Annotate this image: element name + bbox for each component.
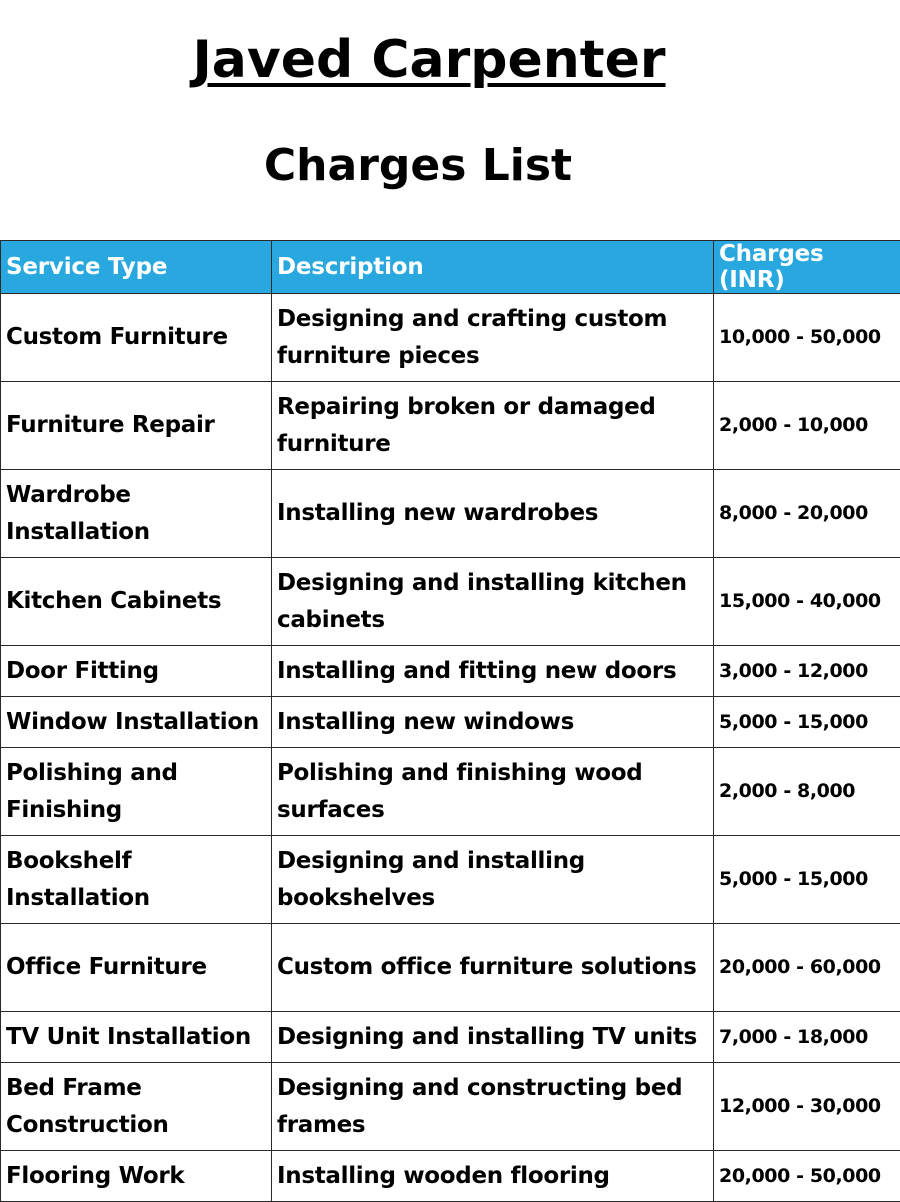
description-cell: Installing wooden flooring: [272, 1151, 714, 1202]
header-description: Description: [272, 241, 714, 294]
charges-table: [0, 240, 900, 1202]
charges-cell: 15,000 - 40,000: [714, 558, 900, 646]
description-cell: Polishing and finishing wood surfaces: [272, 748, 714, 836]
description-cell: Installing new wardrobes: [272, 470, 714, 558]
table-row: [1, 1151, 900, 1202]
description-cell: Designing and installing TV units: [272, 1012, 714, 1063]
service-cell: Furniture Repair: [1, 382, 272, 470]
service-cell: Kitchen Cabinets: [1, 558, 272, 646]
service-cell: Window Installation: [1, 697, 272, 748]
table-row: [1, 470, 900, 558]
header-charges: Charges (INR): [714, 241, 900, 294]
description-cell: Designing and crafting custom furniture pieces: [272, 294, 714, 382]
page-title: Javed Carpenter: [0, 28, 858, 92]
description-cell: Designing and installing kitchen cabinets: [272, 558, 714, 646]
charges-cell: 7,000 - 18,000: [714, 1012, 900, 1063]
table-row: [1, 836, 900, 924]
page-subtitle: Charges List: [0, 138, 836, 194]
charges-cell: 10,000 - 50,000: [714, 294, 900, 382]
service-cell: Door Fitting: [1, 646, 272, 697]
table-row: [1, 1012, 900, 1063]
service-cell: TV Unit Installation: [1, 1012, 272, 1063]
description-cell: Repairing broken or damaged furniture: [272, 382, 714, 470]
service-cell: Bed Frame Construction: [1, 1063, 272, 1151]
table-row: [1, 697, 900, 748]
charges-cell: 2,000 - 10,000: [714, 382, 900, 470]
charges-cell: 5,000 - 15,000: [714, 836, 900, 924]
description-cell: Installing new windows: [272, 697, 714, 748]
service-cell: Polishing and Finishing: [1, 748, 272, 836]
charges-cell: 20,000 - 50,000: [714, 1151, 900, 1202]
table-row: [1, 382, 900, 470]
description-cell: Designing and constructing bed frames: [272, 1063, 714, 1151]
service-cell: Office Furniture: [1, 924, 272, 1012]
charges-cell: 2,000 - 8,000: [714, 748, 900, 836]
table-row: [1, 558, 900, 646]
table-row: [1, 748, 900, 836]
charges-cell: 3,000 - 12,000: [714, 646, 900, 697]
service-cell: Flooring Work: [1, 1151, 272, 1202]
table-row: [1, 294, 900, 382]
service-cell: Custom Furniture: [1, 294, 272, 382]
charges-cell: 20,000 - 60,000: [714, 924, 900, 1012]
table-row: [1, 1063, 900, 1151]
header-service-type: Service Type: [1, 241, 272, 294]
table-row: [1, 924, 900, 1012]
service-cell: Bookshelf Installation: [1, 836, 272, 924]
description-cell: Installing and fitting new doors: [272, 646, 714, 697]
charges-cell: 12,000 - 30,000: [714, 1063, 900, 1151]
charges-cell: 8,000 - 20,000: [714, 470, 900, 558]
table-row: [1, 646, 900, 697]
service-cell: Wardrobe Installation: [1, 470, 272, 558]
description-cell: Designing and installing bookshelves: [272, 836, 714, 924]
description-cell: Custom office furniture solutions: [272, 924, 714, 1012]
table-header-row: [1, 241, 900, 294]
charges-cell: 5,000 - 15,000: [714, 697, 900, 748]
